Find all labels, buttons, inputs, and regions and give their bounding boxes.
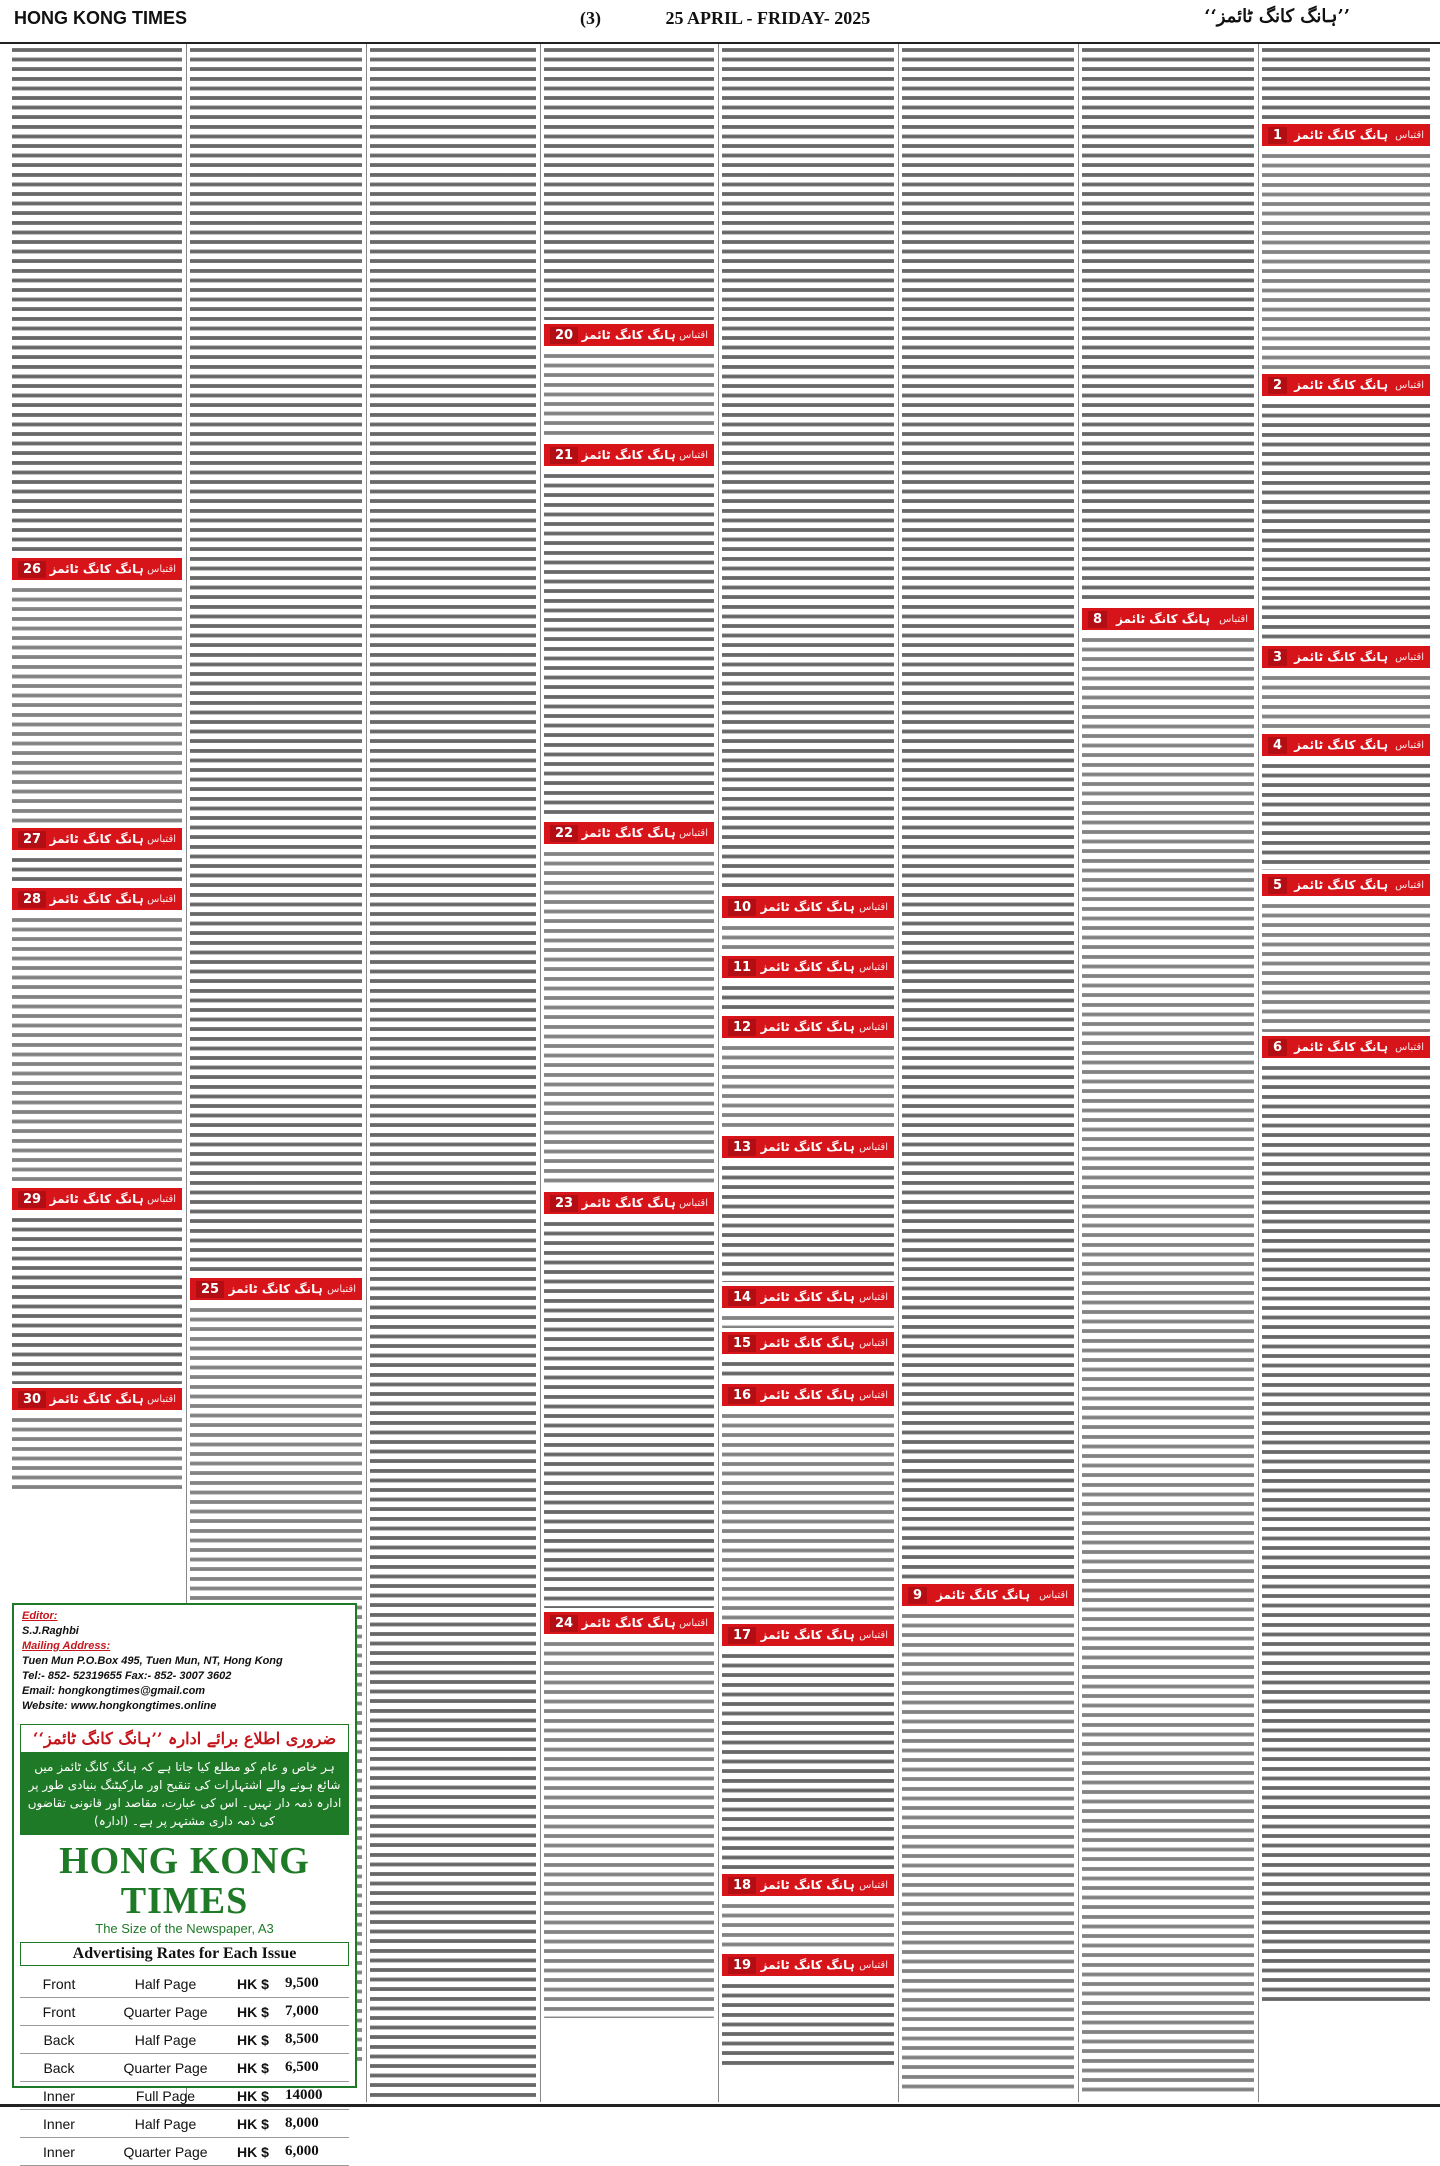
section-number: 9 <box>908 1587 927 1604</box>
rate-size: Half Page <box>98 1970 233 1998</box>
section-tag: اقتباس <box>147 893 176 905</box>
section-number: 21 <box>550 447 578 464</box>
article-text <box>544 470 714 818</box>
section-header <box>722 1624 894 1646</box>
section-tag: اقتباس <box>859 1021 888 1033</box>
rate-amt: 9,500 <box>281 1970 349 1998</box>
section-number: 19 <box>728 1957 756 1974</box>
section-header <box>722 1954 894 1976</box>
section-header <box>722 1332 894 1354</box>
rate-amt: 7,000 <box>281 1998 349 2026</box>
section-tag: اقتباس <box>147 563 176 575</box>
rate-cur: HK $ <box>233 1970 281 1998</box>
article-text <box>722 982 894 1012</box>
section-title: ہانگ کانگ ٹائمز <box>760 1140 855 1154</box>
article-text <box>12 854 182 884</box>
section-number: 22 <box>550 825 578 842</box>
section-header <box>544 1192 714 1214</box>
section-number: 2 <box>1268 377 1287 394</box>
section-header <box>12 558 182 580</box>
section-number: 30 <box>18 1391 46 1408</box>
article-text <box>902 1610 1074 2094</box>
section-tag: اقتباس <box>859 901 888 913</box>
section-title: ہانگ کانگ ٹائمز <box>581 328 676 342</box>
article-text <box>12 1414 182 1494</box>
article-text <box>190 44 362 1274</box>
section-tag: اقتباس <box>1395 1041 1424 1053</box>
section-header <box>1262 1036 1430 1058</box>
section-tag: اقتباس <box>1395 129 1424 141</box>
section-tag: اقتباس <box>859 1141 888 1153</box>
rate-side: Inner <box>20 2110 98 2138</box>
section-tag: اقتباس <box>147 1393 176 1405</box>
article-text <box>544 44 714 320</box>
rate-size: Quarter Page <box>98 1998 233 2026</box>
article-text <box>722 1358 894 1380</box>
section-number: 5 <box>1268 877 1287 894</box>
section-number: 18 <box>728 1877 756 1894</box>
article-text <box>722 1312 894 1328</box>
section-header <box>1262 646 1430 668</box>
rate-row <box>20 1970 349 1998</box>
section-tag: اقتباس <box>147 833 176 845</box>
article-text <box>544 848 714 1188</box>
rate-size: Half Page <box>98 2110 233 2138</box>
rates-table <box>20 1970 349 2166</box>
section-title: ہانگ کانگ ٹائمز <box>1294 650 1389 664</box>
section-number: 24 <box>550 1615 578 1632</box>
column-rule <box>540 44 541 2102</box>
section-tag: اقتباس <box>327 1283 356 1295</box>
contact-details <box>14 1605 355 1718</box>
section-header <box>190 1278 362 1300</box>
rate-side: Back <box>20 2026 98 2054</box>
editor-label: Editor: <box>22 1610 58 1622</box>
section-title: ہانگ کانگ ٹائمز <box>581 826 676 840</box>
section-title: ہانگ کانگ ٹائمز <box>581 448 676 462</box>
rate-size: Quarter Page <box>98 2054 233 2082</box>
article-text <box>1082 634 1254 2094</box>
section-header <box>12 828 182 850</box>
article-text <box>12 584 182 824</box>
rate-cur: HK $ <box>233 1998 281 2026</box>
section-title: ہانگ کانگ ٹائمز <box>49 892 144 906</box>
section-number: 12 <box>728 1019 756 1036</box>
section-title: ہانگ کانگ ٹائمز <box>1294 738 1389 752</box>
section-title: ہانگ کانگ ٹائمز <box>760 1958 855 1972</box>
rate-amt: 8,500 <box>281 2026 349 2054</box>
rate-size: Quarter Page <box>98 2138 233 2166</box>
column-6 <box>370 44 536 2100</box>
rate-amt: 14000 <box>281 2082 349 2110</box>
section-number: 26 <box>18 561 46 578</box>
section-tag: اقتباس <box>679 1617 708 1629</box>
rate-cur: HK $ <box>233 2110 281 2138</box>
tel-fax: Tel:- 852- 52319655 Fax:- 852- 3007 3602 <box>22 1670 232 1682</box>
notice-title: ضروری اطلاع برائے ادارہ ’’ہانگ کانگ ٹائمز‘‘ <box>20 1724 349 1753</box>
article-text <box>722 1980 894 2070</box>
paper-name: HONG KONG TIMES <box>14 8 188 28</box>
section-number: 16 <box>728 1387 756 1404</box>
article-text <box>1262 150 1430 370</box>
info-box <box>12 1603 357 2160</box>
section-title: ہانگ کانگ ٹائمز <box>1294 128 1389 142</box>
rate-side: Front <box>20 1970 98 1998</box>
column-rule <box>1258 44 1259 2102</box>
bottom-rule <box>0 2104 1440 2107</box>
column-rule <box>1078 44 1079 2102</box>
rate-size: Full Page <box>98 2082 233 2110</box>
issue-date: 25 APRIL - FRIDAY- 2025 <box>665 8 871 28</box>
article-text <box>722 1410 894 1620</box>
section-header <box>722 1016 894 1038</box>
paper-logo-text: HONG KONG TIMES <box>59 1840 310 1922</box>
article-text <box>1262 672 1430 730</box>
section-title: ہانگ کانگ ٹائمز <box>49 1192 144 1206</box>
rate-cur: HK $ <box>233 2054 281 2082</box>
article-text <box>722 1162 894 1282</box>
section-header <box>722 1136 894 1158</box>
section-number: 6 <box>1268 1039 1287 1056</box>
section-title: ہانگ کانگ ٹائمز <box>1294 1040 1389 1054</box>
section-tag: اقتباس <box>1039 1589 1068 1601</box>
section-number: 11 <box>728 959 756 976</box>
article-text <box>1082 44 1254 604</box>
rate-amt: 6,000 <box>281 2138 349 2166</box>
section-number: 25 <box>196 1281 224 1298</box>
article-text <box>12 44 182 554</box>
section-title: ہانگ کانگ ٹائمز <box>760 1336 855 1350</box>
column-1 <box>1262 44 1430 2100</box>
article-text <box>12 914 182 1184</box>
section-header <box>1262 374 1430 396</box>
section-tag: اقتباس <box>859 1389 888 1401</box>
section-number: 1 <box>1268 127 1287 144</box>
rate-row <box>20 2110 349 2138</box>
section-title: ہانگ کانگ ٹائمز <box>936 1588 1031 1602</box>
masthead <box>0 0 1440 44</box>
section-number: 13 <box>728 1139 756 1156</box>
section-tag: اقتباس <box>859 1291 888 1303</box>
section-header <box>902 1584 1074 1606</box>
article-text <box>722 1042 894 1132</box>
section-header <box>722 956 894 978</box>
column-rule <box>718 44 719 2102</box>
paper-size: The Size of the Newspaper, A3 <box>95 1921 274 1936</box>
section-number: 17 <box>728 1627 756 1644</box>
section-title: ہانگ کانگ ٹائمز <box>760 1020 855 1034</box>
article-text <box>544 1638 714 2018</box>
section-title: ہانگ کانگ ٹائمز <box>760 1628 855 1642</box>
section-header <box>1262 734 1430 756</box>
section-title: ہانگ کانگ ٹائمز <box>760 1388 855 1402</box>
section-header <box>544 822 714 844</box>
rate-cur: HK $ <box>233 2026 281 2054</box>
section-title: ہانگ کانگ ٹائمز <box>760 1290 855 1304</box>
rate-amt: 6,500 <box>281 2054 349 2082</box>
section-tag: اقتباس <box>859 1337 888 1349</box>
section-number: 29 <box>18 1191 46 1208</box>
rate-side: Back <box>20 2054 98 2082</box>
rate-cur: HK $ <box>233 2082 281 2110</box>
section-tag: اقتباس <box>1395 739 1424 751</box>
section-number: 8 <box>1088 611 1107 628</box>
column-4 <box>722 44 894 2100</box>
section-tag: اقتباس <box>1395 651 1424 663</box>
article-text <box>12 1214 182 1384</box>
section-header <box>544 1612 714 1634</box>
section-tag: اقتباس <box>1395 879 1424 891</box>
section-header <box>544 324 714 346</box>
section-tag: اقتباس <box>859 1629 888 1641</box>
section-number: 3 <box>1268 649 1287 666</box>
section-title: ہانگ کانگ ٹائمز <box>1294 878 1389 892</box>
section-tag: اقتباس <box>859 1879 888 1891</box>
section-tag: اقتباس <box>679 1197 708 1209</box>
section-number: 28 <box>18 891 46 908</box>
article-text <box>1262 400 1430 642</box>
email[interactable]: Email: hongkongtimes@gmail.com <box>22 1685 206 1697</box>
rate-side: Front <box>20 1998 98 2026</box>
article-text <box>722 1650 894 1870</box>
section-title: ہانگ کانگ ٹائمز <box>581 1196 676 1210</box>
column-rule <box>366 44 367 2102</box>
section-number: 23 <box>550 1195 578 1212</box>
rate-row <box>20 1998 349 2026</box>
article-text <box>722 44 894 892</box>
section-tag: اقتباس <box>859 961 888 973</box>
section-tag: اقتباس <box>859 1959 888 1971</box>
section-tag: اقتباس <box>1395 379 1424 391</box>
section-title: ہانگ کانگ ٹائمز <box>49 1392 144 1406</box>
rate-cur: HK $ <box>233 2138 281 2166</box>
article-text <box>544 350 714 440</box>
column-rule <box>898 44 899 2102</box>
rate-side: Inner <box>20 2082 98 2110</box>
article-text <box>1262 760 1430 870</box>
page-number: (3) <box>580 8 601 28</box>
section-title: ہانگ کانگ ٹائمز <box>49 832 144 846</box>
section-tag: اقتباس <box>1219 613 1248 625</box>
section-title: ہانگ کانگ ٹائمز <box>1116 612 1211 626</box>
article-text <box>544 1218 714 1608</box>
section-title: ہانگ کانگ ٹائمز <box>760 960 855 974</box>
section-header <box>1262 874 1430 896</box>
mailing-label: Mailing Address: <box>22 1640 111 1652</box>
section-number: 27 <box>18 831 46 848</box>
article-text <box>1262 900 1430 1032</box>
section-header <box>12 1388 182 1410</box>
section-header <box>1082 608 1254 630</box>
section-title: ہانگ کانگ ٹائمز <box>760 900 855 914</box>
section-number: 14 <box>728 1289 756 1306</box>
section-header <box>12 1188 182 1210</box>
notice-body: ہر خاص و عام کو مطلع کیا جاتا ہے کہ ہانگ کانگ ٹائمز میں شائع ہونے والے اشتہارات کی تنقیح اور مارکیٹنگ بنیادی طور پر ادارہ ذمہ دار نہیں۔ اس کی عبارت، مقاصد اور قانونی تقاضوں کی ذمہ داری مشتہر پر ہے۔ (ادارہ) <box>20 1753 349 1835</box>
section-header <box>722 1384 894 1406</box>
section-header <box>722 896 894 918</box>
section-header <box>722 1874 894 1896</box>
article-text <box>1262 44 1430 120</box>
rate-row <box>20 2026 349 2054</box>
section-header <box>12 888 182 910</box>
section-number: 10 <box>728 899 756 916</box>
article-text <box>1262 1062 1430 2002</box>
article-text <box>370 44 536 2100</box>
section-tag: اقتباس <box>679 827 708 839</box>
rate-size: Half Page <box>98 2026 233 2054</box>
section-title: ہانگ کانگ ٹائمز <box>581 1616 676 1630</box>
article-text <box>902 44 1074 1580</box>
article-text <box>722 922 894 952</box>
section-number: 15 <box>728 1335 756 1352</box>
section-tag: اقتباس <box>679 329 708 341</box>
website[interactable]: Website: www.hongkongtimes.online <box>22 1700 217 1712</box>
column-5 <box>544 44 714 2100</box>
section-title: ہانگ کانگ ٹائمز <box>760 1878 855 1892</box>
section-tag: اقتباس <box>147 1193 176 1205</box>
section-title: ہانگ کانگ ٹائمز <box>1294 378 1389 392</box>
column-3 <box>902 44 1074 2100</box>
rate-row <box>20 2138 349 2166</box>
rates-title: Advertising Rates for Each Issue <box>20 1942 349 1966</box>
section-tag: اقتباس <box>679 449 708 461</box>
editor-name: S.J.Raghbi <box>22 1625 79 1637</box>
mailing-address: Tuen Mun P.O.Box 495, Tuen Mun, NT, Hong Kong <box>22 1655 283 1667</box>
column-8 <box>12 44 182 1600</box>
column-2 <box>1082 44 1254 2100</box>
urdu-title: ’’ہانگ کانگ ٹائمز‘‘ <box>1204 6 1350 27</box>
section-title: ہانگ کانگ ٹائمز <box>49 562 144 576</box>
rate-row <box>20 2054 349 2082</box>
section-number: 20 <box>550 327 578 344</box>
section-title: ہانگ کانگ ٹائمز <box>228 1282 323 1296</box>
rate-amt: 8,000 <box>281 2110 349 2138</box>
issue-line <box>580 8 870 29</box>
section-header <box>544 444 714 466</box>
section-header <box>1262 124 1430 146</box>
rate-side: Inner <box>20 2138 98 2166</box>
article-text <box>722 1900 894 1950</box>
section-number: 4 <box>1268 737 1287 754</box>
section-header <box>722 1286 894 1308</box>
